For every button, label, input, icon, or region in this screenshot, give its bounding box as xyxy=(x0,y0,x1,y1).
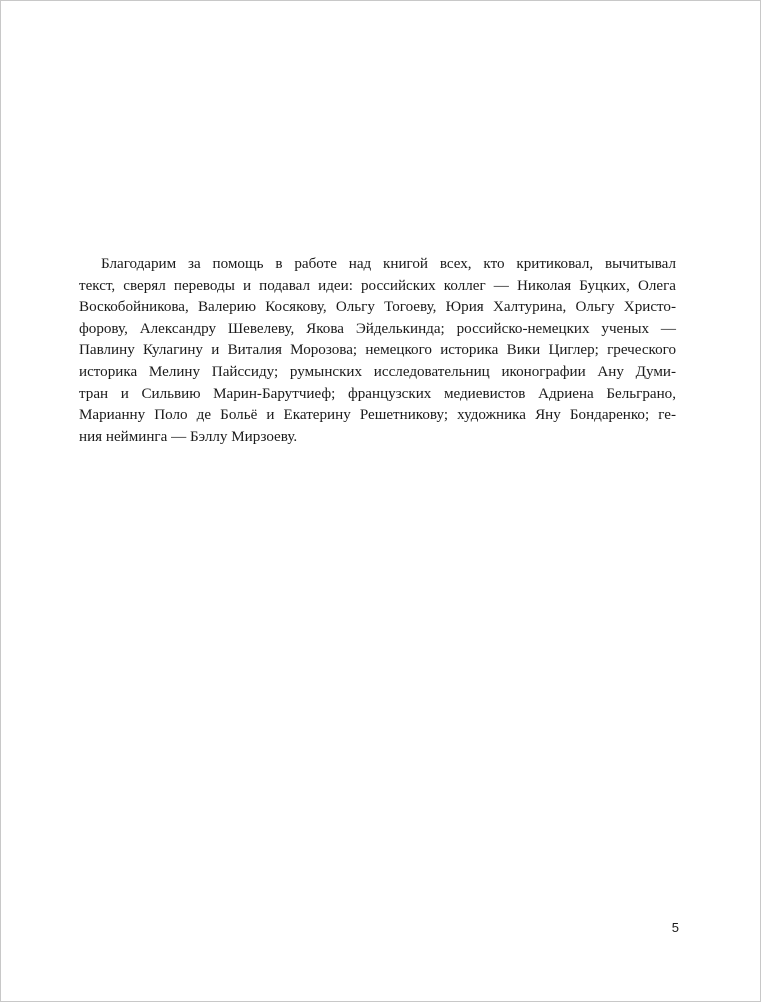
text-line: Воскобойникова, Валерию Косякову, Ольгу Тогоеву, Юрия Халтурина, Ольгу Христо- xyxy=(79,299,676,316)
acknowledgments-paragraph xyxy=(79,254,676,448)
text-line: Марианну Поло де Больё и Екатерину Решетникову; художника Яну Бондаренко; ге- xyxy=(79,407,676,424)
text-line: историка Мелину Пайссиду; румынских исследовательниц иконографии Ану Думи- xyxy=(79,363,676,380)
text-line: Павлину Кулагину и Виталия Морозова; немецкого историка Вики Циглер; греческого xyxy=(79,342,676,359)
page-number: 5 xyxy=(671,920,679,935)
text-line: форову, Александру Шевелеву, Якова Эйделькинда; российско-немецких ученых — xyxy=(79,320,676,337)
text-line: тран и Сильвию Марин-Барутчиеф; французских медиевистов Адриена Бельграно, xyxy=(79,385,676,402)
text-line: ния нейминга — Бэллу Мирзоеву. xyxy=(79,428,298,445)
text-line: Благодарим за помощь в работе над книгой всех, кто критиковал, вычитывал xyxy=(101,256,676,272)
text-line: текст, сверял переводы и подавал идеи: российских коллег — Николая Буцких, Олега xyxy=(79,277,676,294)
